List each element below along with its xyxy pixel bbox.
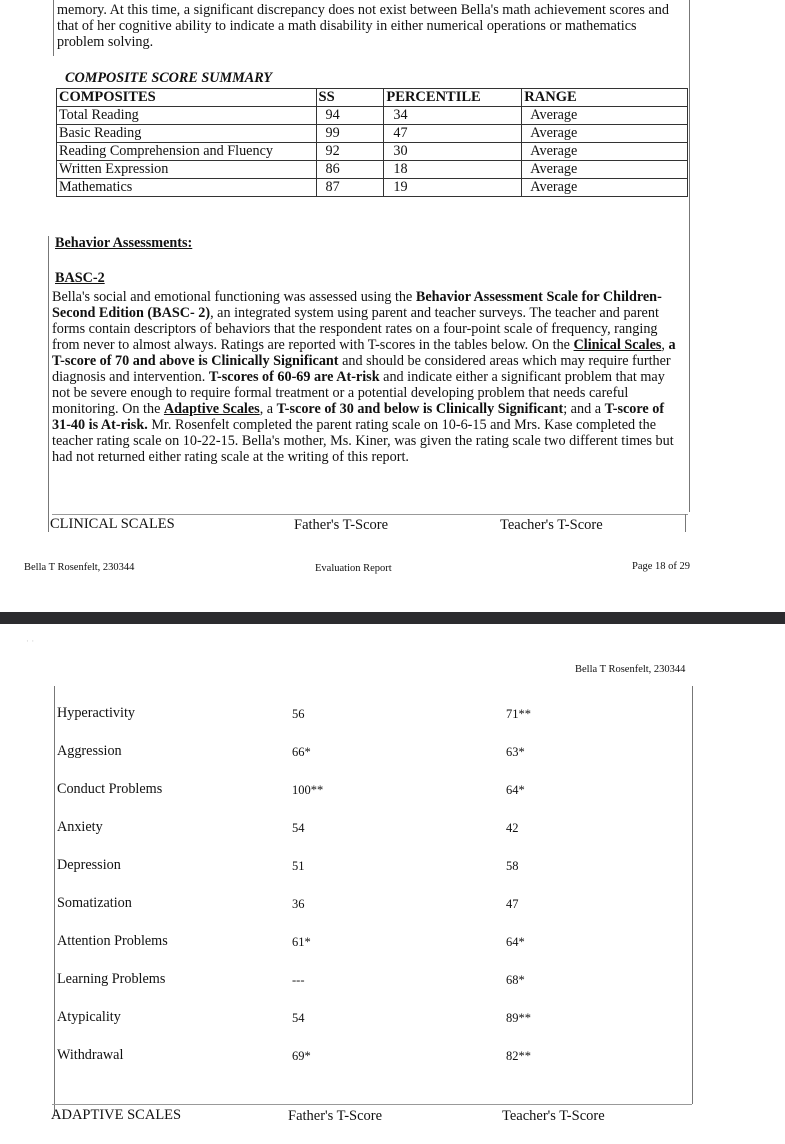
scale-name: Hyperactivity [57,705,136,721]
composite-percentile: 47 [384,125,522,143]
table-row [0,781,785,803]
footer-report-title: Evaluation Report [315,563,392,574]
table-row [57,125,688,143]
table-header-row [57,89,688,107]
composite-range: Average [522,107,688,125]
scale-name: Withdrawal [57,1047,124,1063]
clinical-scales-label: CLINICAL SCALES [50,516,175,532]
composite-range: Average [522,161,688,179]
father-score: 61* [292,935,311,949]
table-row [0,743,785,765]
intro-paragraph: memory. At this time, a significant discrepancy does not exist between Bella's math achievement scores and that of her cognitive ability to indicate a math disability in either numerical operations or mathematics problem solving. [57,2,669,50]
adaptive-teacher-column-header: Teacher's T-Score [502,1108,605,1124]
col-header-percentile: PERCENTILE [384,89,522,107]
basc-title: BASC-2 [55,270,105,286]
scale-name: Attention Problems [57,933,168,949]
scale-name: Learning Problems [57,971,166,987]
page-border-right [689,0,690,512]
table-row [0,1047,785,1069]
composite-score-table [56,88,688,197]
table-row [0,705,785,727]
clinical-father-column-header: Father's T-Score [294,517,389,533]
report-page-19 [0,624,785,1144]
scan-speck: · · [26,636,35,646]
teacher-score: 63* [506,745,525,759]
father-score: --- [292,973,305,987]
teacher-score: 47 [506,897,519,911]
composite-percentile: 18 [384,161,522,179]
father-score: 69* [292,1049,311,1063]
page-separator [0,612,785,624]
adaptive-scales-label: ADAPTIVE SCALES [51,1107,182,1123]
clinical-teacher-column-header: Teacher's T-Score [500,517,603,533]
composite-name: Basic Reading [57,125,317,143]
scale-name: Anxiety [57,819,103,835]
scale-name: Somatization [57,895,132,911]
clinical-header-right-border [685,514,686,532]
father-score: 56 [292,707,305,721]
composite-ss: 87 [316,179,384,197]
table-row [57,161,688,179]
composite-range: Average [522,125,688,143]
composite-range: Average [522,179,688,197]
composite-name: Mathematics [57,179,317,197]
col-header-composites: COMPOSITES [57,89,317,107]
adaptive-header-rule [52,1104,692,1105]
composite-ss: 92 [316,143,384,161]
footer-student-name: Bella T Rosenfelt, 230344 [24,562,135,573]
col-header-range: RANGE [522,89,688,107]
composite-percentile: 19 [384,179,522,197]
col-header-ss: SS [316,89,384,107]
teacher-score: 82** [506,1049,531,1063]
page-border-left-lower [48,236,49,532]
teacher-score: 64* [506,783,525,797]
composite-name: Reading Comprehension and Fluency [57,143,317,161]
composite-percentile: 34 [384,107,522,125]
clinical-header-rule [52,514,688,515]
teacher-score: 58 [506,859,519,873]
father-score: 54 [292,1011,305,1025]
table-row [0,857,785,879]
teacher-score: 68* [506,973,525,987]
table-row [0,933,785,955]
father-score: 51 [292,859,305,873]
father-score: 36 [292,897,305,911]
behavior-assessments-heading: Behavior Assessments: [55,235,193,251]
page-header-student-name: Bella T Rosenfelt, 230344 [575,664,686,675]
composite-name: Written Expression [57,161,317,179]
teacher-score: 89** [506,1011,531,1025]
basc-paragraph: Bella's social and emotional functioning was assessed using the Behavior Assessment Scale for Children- Second Edition (BASC- 2), an integrated system using parent and teacher surveys. The teacher and parent forms contain descriptors of behaviors that the respondent rates on a four-point scale of frequency, ranging from never to almost always. Ratings are reported with T-scores in the tables below. On the Clinical Scales, a T-score of 70 and above is Clinically Significant and should be considered areas which may require further diagnosis and intervention. T-scores of 60-69 are At-risk and indicate either a significant problem that may not be severe enough to require formal treatment or a potential developing problem that needs careful monitoring. On the Adaptive Scales, a T-score of 30 and below is Clinically Significant; and a T-score of 31-40 is At-risk. Mr. Rosenfelt completed the parent rating scale on 10-6-15 and Mrs. Kase completed the teacher rating scale on 10-22-15. Bella's mother, Ms. Kiner, was given the rating scale two different times but had not returned either rating scale at the writing of this report. [52,289,676,465]
composite-range: Average [522,143,688,161]
father-score: 66* [292,745,311,759]
table-row [0,895,785,917]
page-border-left [53,0,54,56]
teacher-score: 42 [506,821,519,835]
composite-ss: 99 [316,125,384,143]
scale-name: Depression [57,857,121,873]
table-row [57,143,688,161]
table-row [57,107,688,125]
composite-ss: 94 [316,107,384,125]
scale-name: Conduct Problems [57,781,163,797]
scale-name: Aggression [57,743,122,759]
composite-name: Total Reading [57,107,317,125]
scale-name: Atypicality [57,1009,121,1025]
table-row [0,971,785,993]
table-row [0,819,785,841]
father-score: 100** [292,783,324,797]
composite-percentile: 30 [384,143,522,161]
father-score: 54 [292,821,305,835]
footer-page-number: Page 18 of 29 [632,561,691,572]
composite-ss: 86 [316,161,384,179]
teacher-score: 71** [506,707,531,721]
composite-summary-title: COMPOSITE SCORE SUMMARY [65,70,273,86]
adaptive-father-column-header: Father's T-Score [288,1108,383,1124]
table-row [57,179,688,197]
table-row [0,1009,785,1031]
teacher-score: 64* [506,935,525,949]
